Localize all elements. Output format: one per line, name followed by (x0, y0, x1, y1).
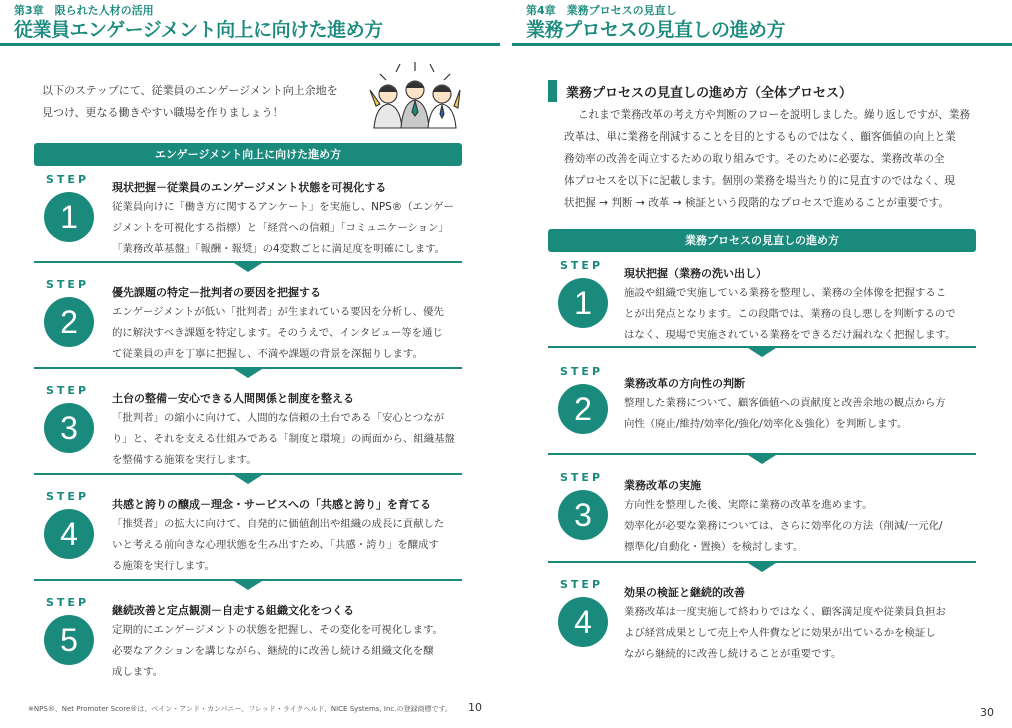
body-line: る施策を実行します。 (112, 560, 216, 572)
step-label: STEP (560, 259, 604, 272)
step-heading: 現状把握（業務の洗い出し） (624, 267, 767, 280)
step-2 (506, 362, 1012, 454)
step-number: 3 (558, 490, 608, 540)
step-body (624, 283, 976, 346)
step-1 (506, 256, 1012, 348)
body-line: エンゲージメントが低い「批判者」が生まれている要因を分析し、優先 (112, 306, 444, 318)
intro-line: 以下のステップにて、従業員のエンゲージメント向上余地を (42, 84, 338, 97)
down-arrow-icon (748, 455, 776, 464)
body-line: 施設や組織で実施している業務を整理し、業務の全体像を把握するこ (624, 287, 947, 299)
chapter-label: 第3章 限られた人材の活用 (14, 4, 154, 17)
step-3 (0, 381, 506, 473)
body-line: よび経営成果として売上や人件費などに効果が出ているかを検証し (624, 627, 936, 639)
body-line: 定期的にエンゲージメントの状態を把握し、その変化を可視化します。 (112, 624, 443, 636)
section-heading: 業務プロセスの見直しの進め方（全体プロセス） (566, 86, 853, 101)
step-body (112, 514, 462, 577)
step-heading: 効果の検証と継続的改善 (624, 586, 745, 599)
step-5 (0, 593, 506, 685)
step-number: 4 (558, 597, 608, 647)
step-label: STEP (46, 596, 90, 609)
body-line: 業務改革は一度実施して終わりではなく、顧客満足度や従業員負担お (624, 606, 946, 618)
down-arrow-icon (234, 475, 262, 484)
step-body (624, 393, 976, 435)
body-line: て従業員の声を丁寧に把握し、不満や課題の背景を深掘りします。 (112, 348, 423, 360)
step-label: STEP (46, 173, 90, 186)
section-line: 務効率の改善を両立するための取り組みです。そのために必要な、業務改革の全 (564, 153, 945, 165)
chapter-label: 第4章 業務プロセスの見直し (526, 4, 677, 17)
body-line: 従業員向けに「働き方に関するアンケート」を実施し、NPS®（エンゲー (112, 201, 454, 213)
step-label: STEP (560, 471, 604, 484)
down-arrow-icon (234, 581, 262, 590)
page-title: 従業員エンゲージメント向上に向けた進め方 (14, 19, 383, 41)
step-label: STEP (46, 384, 90, 397)
step-body (112, 302, 462, 365)
cheering-staff-illustration (360, 60, 470, 130)
step-number: 5 (44, 615, 94, 665)
footnote: ※NPS®、Net Promoter Score®は、ベイン・アンド・カンパニー、フレッド・ライクヘルド、NICE Systems, Inc.の登録商標です。 (28, 705, 452, 713)
step-heading: 土台の整備－安心できる人間関係と制度を整える (112, 392, 354, 405)
body-line: 成します。 (112, 666, 164, 678)
section-line: 改革は、単に業務を削減することを目的とするものではなく、顧客価値の向上と業 (564, 131, 956, 143)
body-line: はなく、現場で実施されている業務をできるだけ漏れなく把握します。 (624, 329, 956, 341)
intro-line: 見つけ、更なる働きやすい職場を作りましょう！ (42, 106, 284, 119)
step-body (112, 620, 462, 683)
step-heading: 共感と誇りの醸成－理念・サービスへの「共感と誇り」を育てる (112, 498, 431, 511)
step-number: 1 (558, 278, 608, 328)
body-line: とが出発点となります。この段階では、業務の良し悪しを判断するので (624, 308, 956, 320)
step-number: 4 (44, 509, 94, 559)
step-label: STEP (560, 365, 604, 378)
body-line: いと考える前向きな心理状態を生み出すため、「共感・誇り」を醸成す (112, 539, 439, 551)
right-page (506, 0, 1012, 728)
step-heading: 業務改革の方向性の判断 (624, 377, 745, 390)
down-arrow-icon (234, 369, 262, 378)
step-3 (506, 468, 1012, 560)
step-number: 2 (44, 297, 94, 347)
section-line: これまで業務改革の考え方や判断のフローを説明しました。繰り返しですが、業務 (578, 109, 970, 121)
step-number: 3 (44, 403, 94, 453)
body-line: 必要なアクションを講じながら、継続的に改善し続ける組織文化を醸 (112, 645, 434, 657)
step-label: STEP (46, 278, 90, 291)
down-arrow-icon (234, 263, 262, 272)
body-line: 方向性を整理した後、実際に業務の改革を進めます。 (624, 499, 873, 511)
step-heading: 現状把握－従業員のエンゲージメント状態を可視化する (112, 181, 387, 194)
step-2 (0, 275, 506, 367)
body-line: を整備する施策を実行します。 (112, 454, 257, 466)
section-text (564, 104, 984, 214)
page-title: 業務プロセスの見直しの進め方 (526, 19, 786, 41)
step-heading: 優先課題の特定－批判者の要因を把握する (112, 286, 321, 299)
step-body (112, 408, 462, 471)
body-line: 「推奨者」の拡大に向けて、自発的に価値創出や組織の成長に貢献した (112, 518, 445, 530)
step-label: STEP (560, 578, 604, 591)
body-line: ながら継続的に改善し続けることが重要です。 (624, 648, 842, 660)
body-line: り」と、それを支える仕組みである「制度と環境」の両面から、組織基盤 (112, 433, 455, 445)
section-banner: エンゲージメント向上に向けた進め方 (34, 143, 462, 166)
section-line: 状把握 → 判断 → 改革 → 検証という段階的なプロセスで進めることが重要です。 (564, 197, 949, 209)
step-4 (506, 575, 1012, 667)
title-rule (0, 43, 500, 46)
body-line: 「業務改革基盤」「報酬・報奨」の4変数ごとに満足度を明確にします。 (112, 243, 446, 255)
section-banner: 業務プロセスの見直しの進め方 (548, 229, 976, 252)
step-body (624, 602, 976, 665)
body-line: 効率化が必要な業務については、さらに効率化の方法（削減/一元化/ (624, 520, 943, 532)
step-heading: 業務改革の実施 (624, 479, 701, 492)
step-1 (0, 170, 506, 262)
step-body (112, 197, 462, 260)
step-label: STEP (46, 490, 90, 503)
step-heading: 継続改善と定点観測－自走する組織文化をつくる (112, 604, 354, 617)
body-line: ジメントを可視化する指標）と「経営への信頼」「コミュニケーション」 (112, 222, 449, 234)
title-rule (512, 43, 1012, 46)
body-line: 的に解決すべき課題を特定します。そのうえで、インタビュー等を通じ (112, 327, 443, 339)
step-body (624, 495, 976, 558)
body-line: 向性（廃止/維持/効率化/強化/効率化＆強化）を判断します。 (624, 418, 908, 430)
intro-text (42, 80, 338, 124)
down-arrow-icon (748, 563, 776, 572)
section-marker (548, 80, 557, 102)
page-number: 30 (980, 706, 994, 719)
section-line: 体プロセスを以下に記載します。個別の業務を場当たり的に見直すのではなく、現 (564, 175, 955, 187)
step-number: 1 (44, 192, 94, 242)
page-number: 10 (468, 701, 482, 714)
body-line: 「批判者」の縮小に向けて、人間的な信頼の土台である「安心とつなが (112, 412, 445, 424)
step-4 (0, 487, 506, 579)
step-number: 2 (558, 384, 608, 434)
body-line: 整理した業務について、顧客価値への貢献度と改善余地の観点から方 (624, 397, 946, 409)
down-arrow-icon (748, 348, 776, 357)
body-line: 標準化/自動化・置換）を検討します。 (624, 541, 804, 553)
